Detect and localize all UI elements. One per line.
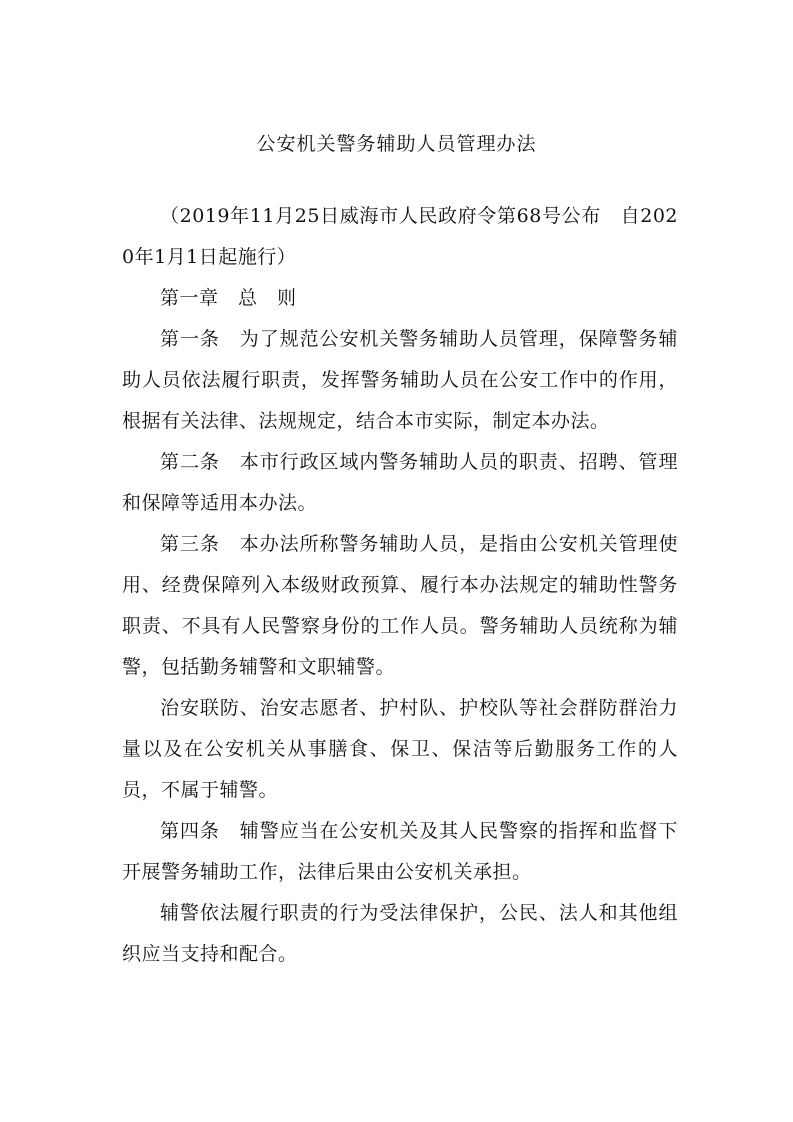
article-2: 第二条 本市行政区域内警务辅助人员的职责、招聘、管理和保障等适用本办法。 — [122, 451, 678, 514]
document-body — [122, 196, 678, 975]
article-4: 第四条 辅警应当在公安机关及其人民警察的指挥和监督下开展警务辅助工作，法律后果由公安机关承担。 — [122, 820, 678, 883]
chapter-heading: 第一章 总 则 — [160, 287, 297, 309]
article-1: 第一条 为了规范公安机关警务辅助人员管理，保障警务辅助人员依法履行职责，发挥警务辅助人员在公安工作中的作用，根据有关法律、法规规定，结合本市实际，制定本办法。 — [122, 328, 678, 432]
article-3-paragraph-2: 治安联防、治安志愿者、护村队、护校队等社会群防群治力量以及在公安机关从事膳食、保卫、保洁等后勤服务工作的人员，不属于辅警。 — [122, 697, 678, 801]
publication-note: （2019年11月25日威海市人民政府令第68号公布 自2020年1月1日起施行） — [122, 205, 678, 268]
article-3: 第三条 本办法所称警务辅助人员，是指由公安机关管理使用、经费保障列入本级财政预算、履行本办法规定的辅助性警务职责、不具有人民警察身份的工作人员。警务辅助人员统称为辅警，包括勤务辅警和文职辅警。 — [122, 533, 678, 678]
article-4-paragraph-2: 辅警依法履行职责的行为受法律保护，公民、法人和其他组织应当支持和配合。 — [122, 902, 678, 965]
document-title: 公安机关警务辅助人员管理办法 — [256, 133, 537, 155]
